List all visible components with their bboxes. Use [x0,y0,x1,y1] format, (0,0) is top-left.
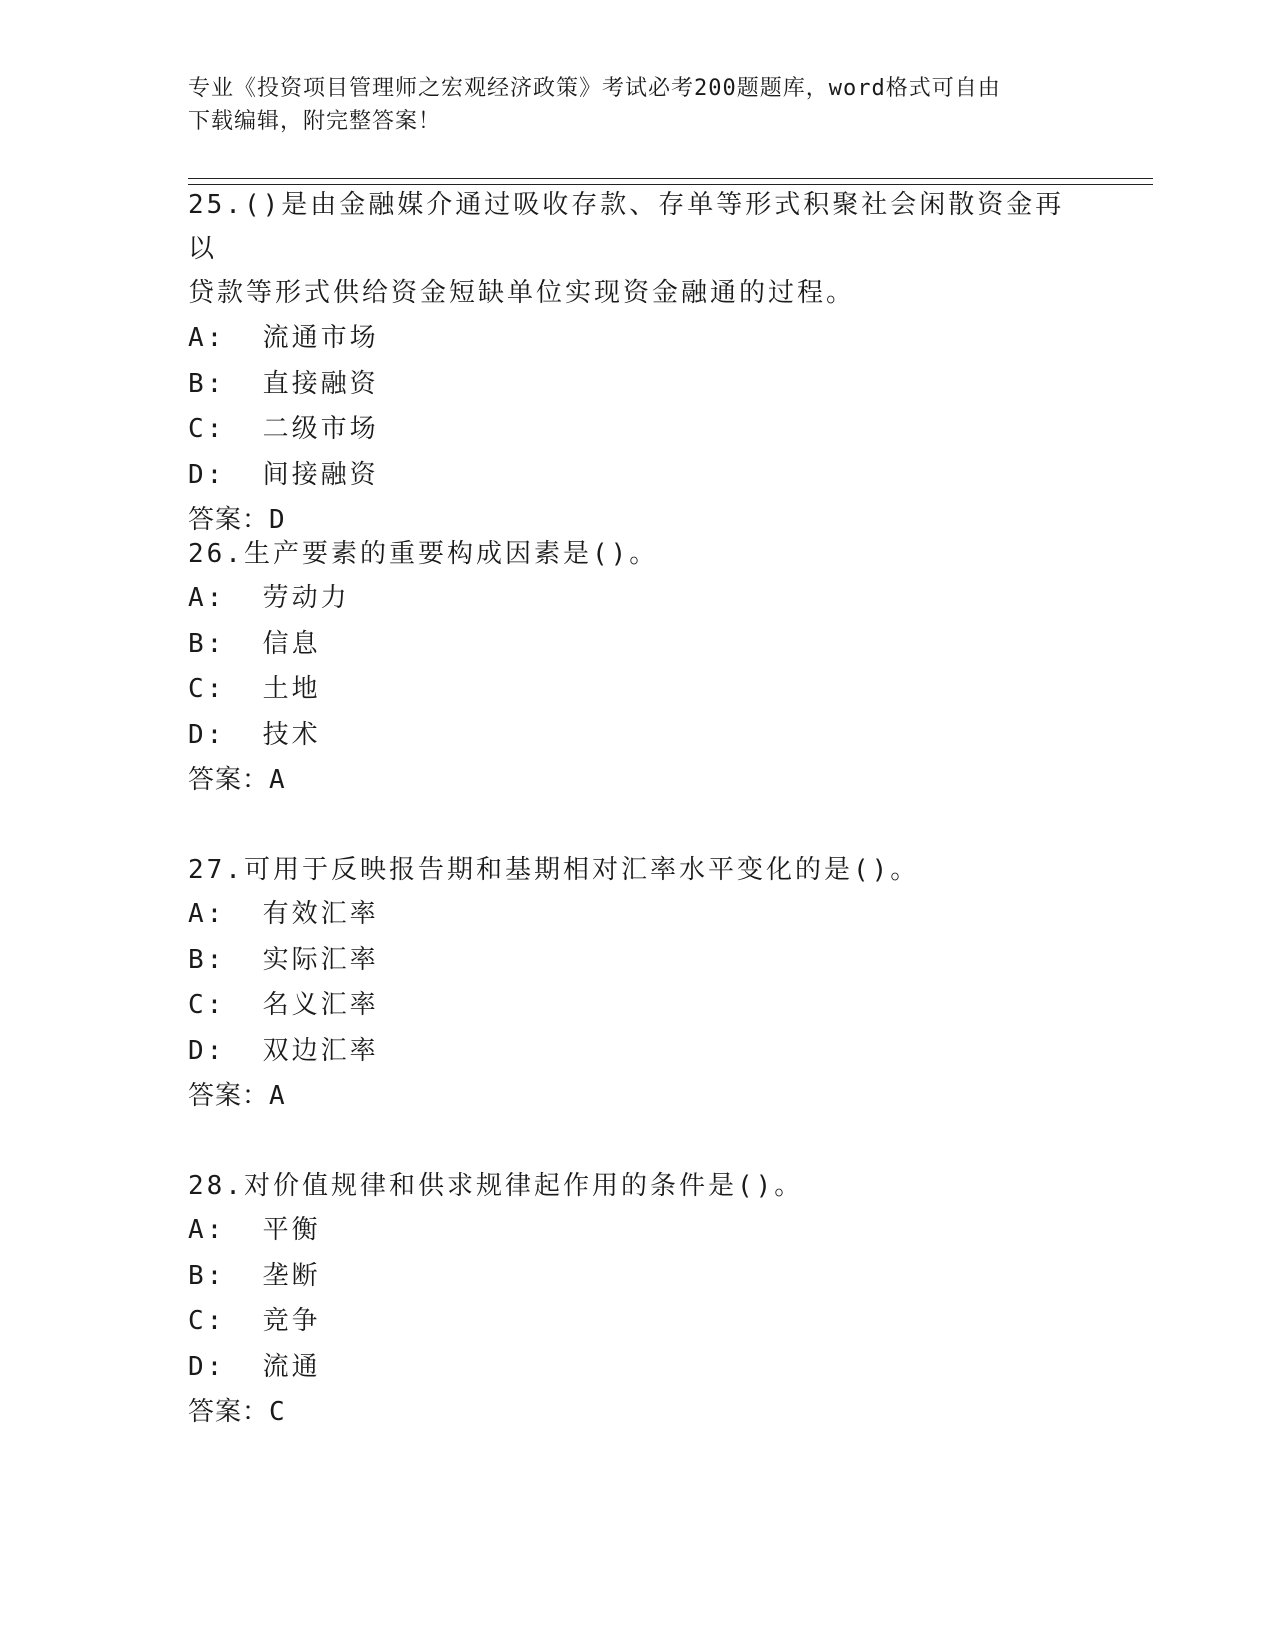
option-a: A: 平衡 [188,1215,321,1245]
answer: 答案：A [188,1081,286,1111]
question-stem-continued: 贷款等形式供给资金短缺单位实现资金融通的过程。 [188,278,856,308]
answer: 答案：C [188,1397,286,1427]
question-stem: 28.对价值规律和供求规律起作用的条件是()。 [188,1171,804,1201]
question-28 [188,1164,1088,1436]
document-header [188,72,1088,138]
option-b: B: 信息 [188,628,321,659]
header-line-1: 专业《投资项目管理师之宏观经济政策》考试必考200题题库，word格式可自由 [188,76,1001,101]
option-b: B: 实际汇率 [188,944,379,975]
option-d: D: 流通 [188,1351,321,1382]
option-c: C: 名义汇率 [188,990,379,1020]
header-divider-top [188,178,1153,179]
option-a: A: 流通市场 [188,323,379,353]
option-d: D: 间接融资 [188,459,379,490]
question-25 [188,183,1088,544]
question-stem: 27.可用于反映报告期和基期相对汇率水平变化的是()。 [188,855,920,885]
option-d: D: 双边汇率 [188,1035,379,1066]
option-a: A: 有效汇率 [188,899,379,929]
question-stem: 26.生产要素的重要构成因素是()。 [188,539,659,569]
option-b: B: 直接融资 [188,368,379,399]
answer: 答案：A [188,765,286,795]
question-27 [188,848,1088,1120]
option-d: D: 技术 [188,719,321,750]
header-line-2: 下载编辑，附完整答案！ [188,109,442,134]
option-b: B: 垄断 [188,1260,321,1291]
answer: 答案：D [188,505,286,535]
option-a: A: 劳动力 [188,583,350,613]
option-c: C: 竞争 [188,1306,321,1336]
option-c: C: 二级市场 [188,414,379,444]
question-26 [188,532,1088,804]
option-c: C: 土地 [188,674,321,704]
question-stem: 25.()是由金融媒介通过吸收存款、存单等形式积聚社会闲散资金再以 [188,190,1065,264]
